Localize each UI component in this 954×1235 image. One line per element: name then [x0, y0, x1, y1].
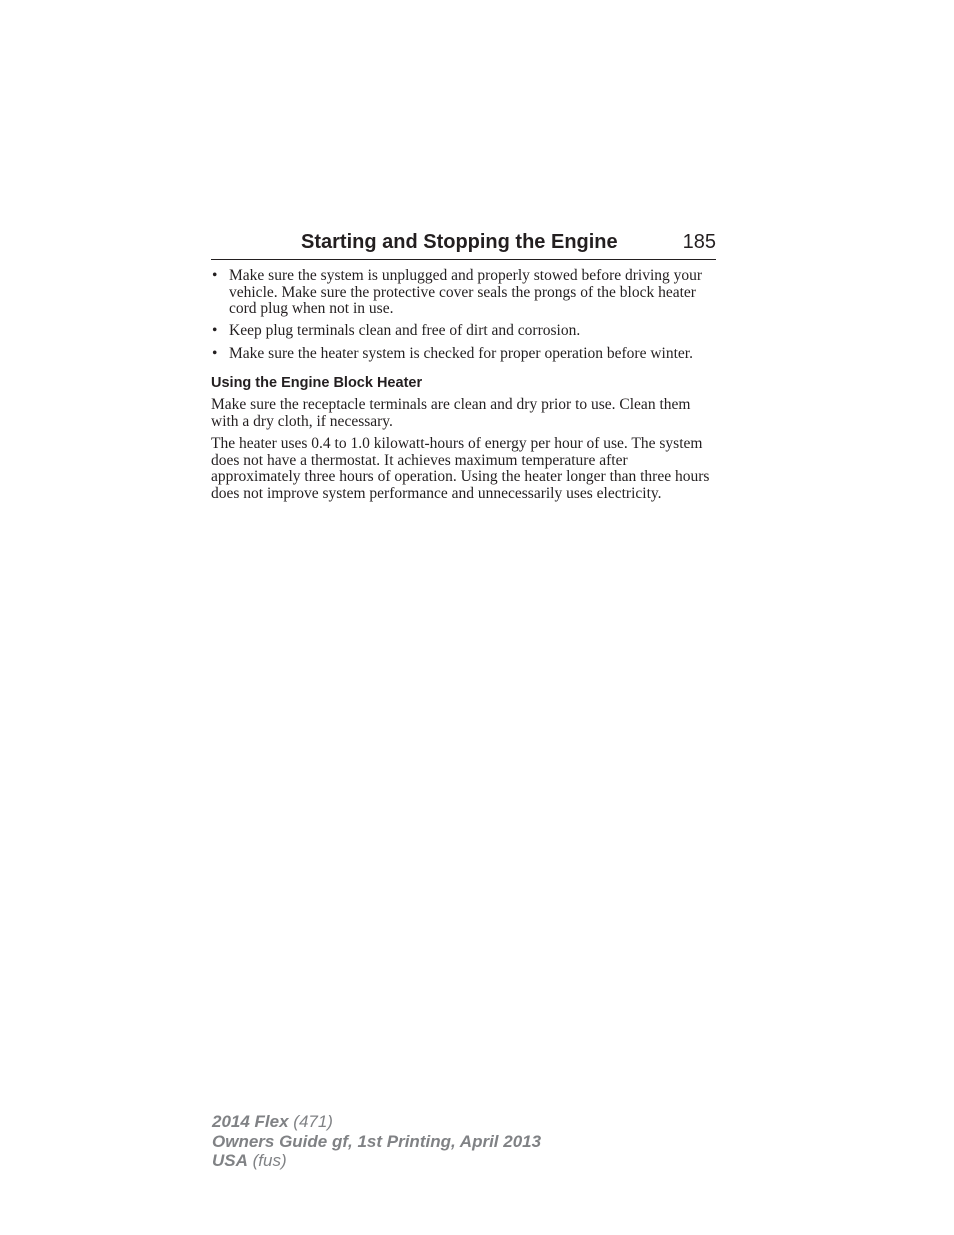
- footer-model-code: (471): [288, 1112, 333, 1131]
- footer-model: 2014 Flex: [212, 1112, 289, 1131]
- paragraph: Make sure the receptacle terminals are clean and dry prior to use. Clean them with a dry cloth, if necessary.: [211, 396, 691, 430]
- list-item: [211, 268, 717, 318]
- bullet-text: Keep plug terminals clean and free of dirt and corrosion.: [229, 322, 581, 340]
- page-content: [211, 268, 717, 508]
- list-item: [211, 346, 717, 363]
- footer-line: [212, 1132, 541, 1152]
- footer-market-code: (fus): [247, 1151, 287, 1170]
- list-item: [211, 323, 717, 340]
- bullet-icon: •: [212, 267, 218, 284]
- bullet-list: [211, 268, 717, 362]
- bullet-icon: •: [212, 344, 218, 362]
- footer-market: USA: [212, 1151, 248, 1170]
- section-heading: Using the Engine Block Heater: [211, 375, 423, 392]
- paragraph: The heater uses 0.4 to 1.0 kilowatt-hours of energy per hour of use. The system does not have a thermostat. It achieves maximum temperature after approximately three hours of operation. Using the heater longer than three hours does not improve system performance and unnecessarily uses electricity.: [211, 434, 710, 502]
- page-footer: [212, 1112, 541, 1171]
- page-header: [211, 228, 716, 260]
- page-title: Starting and Stopping the Engine: [301, 231, 618, 253]
- footer-line: [212, 1112, 541, 1132]
- page-number: 185: [682, 231, 716, 253]
- footer-line: [212, 1151, 541, 1171]
- bullet-icon: •: [212, 322, 218, 340]
- bullet-text: Make sure the system is unplugged and properly stowed before driving your vehicle. Make sure the protective cover seals the prongs of the block heater cord plug when not in use.: [229, 267, 703, 318]
- bullet-text: Make sure the heater system is checked for proper operation before winter.: [229, 344, 693, 362]
- footer-printing: Owners Guide gf, 1st Printing, April 2013: [212, 1131, 542, 1151]
